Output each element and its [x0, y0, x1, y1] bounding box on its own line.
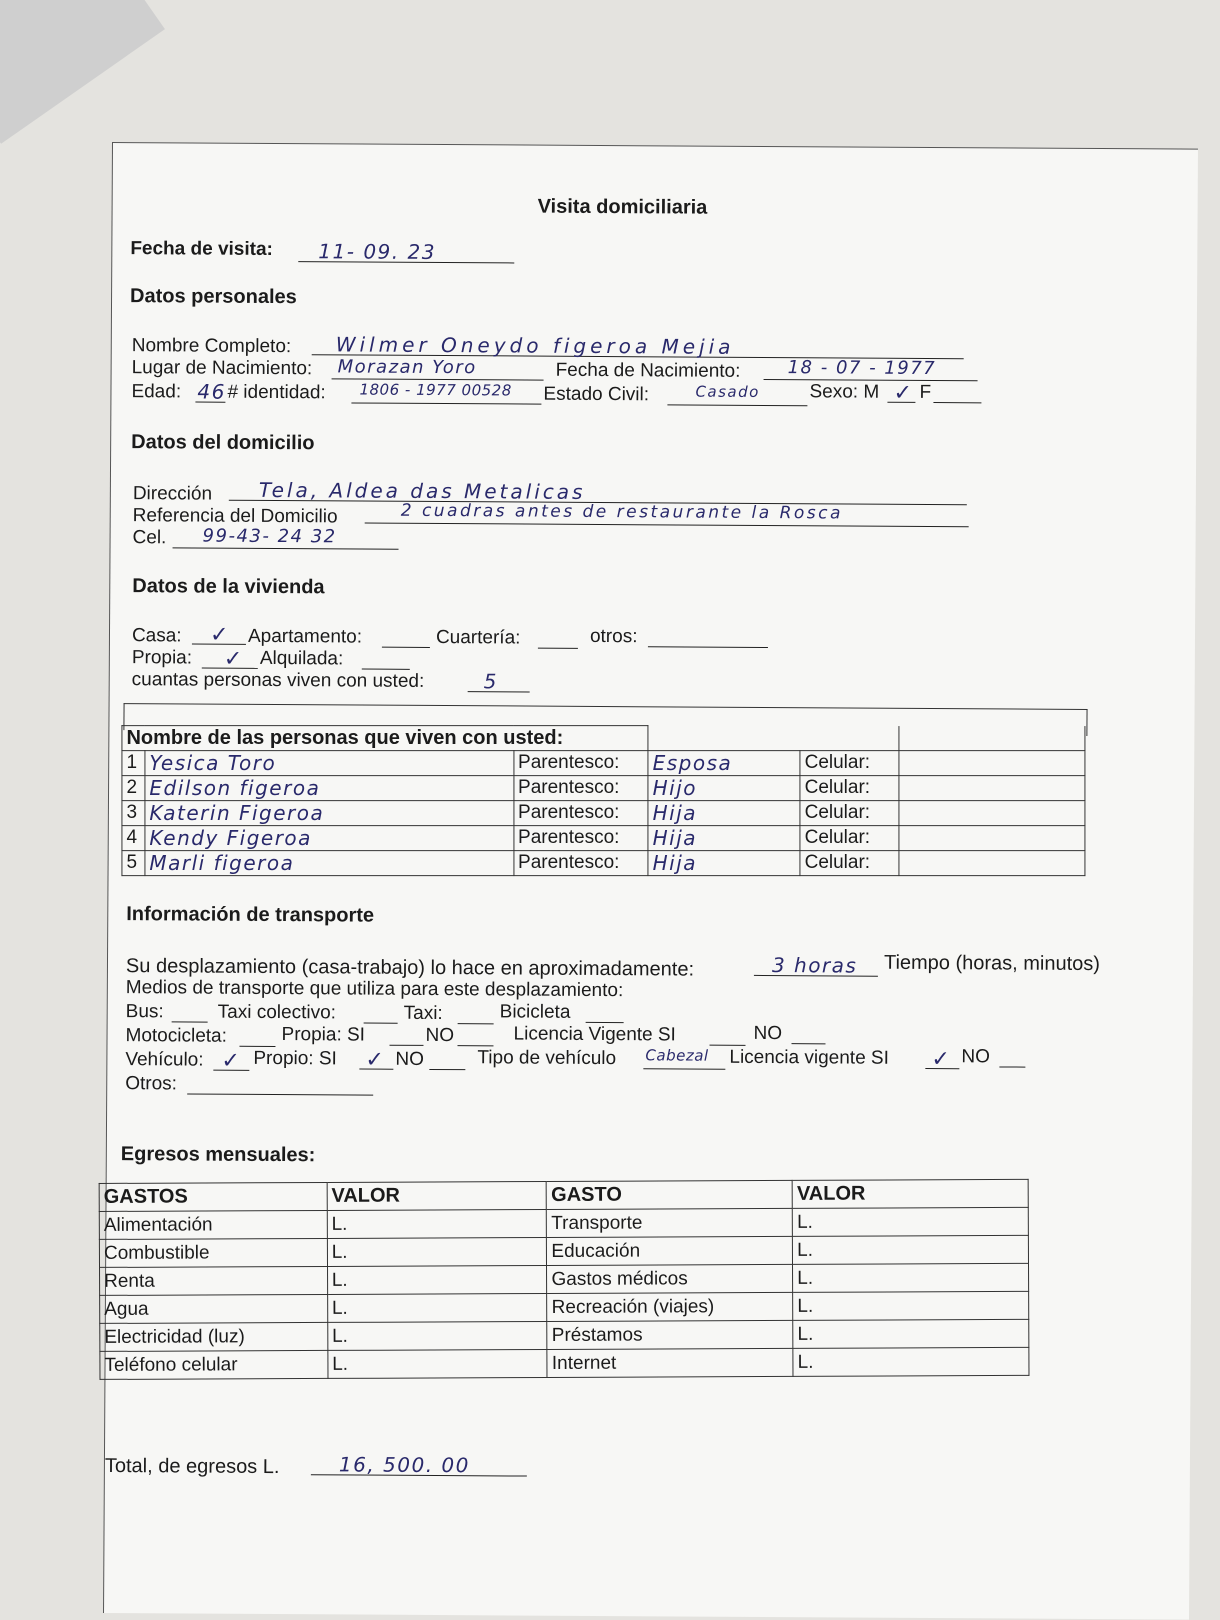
moto-propia-si-field[interactable] — [389, 1023, 423, 1046]
member-name[interactable]: Marli figeroa — [145, 851, 514, 876]
moto-propia-label: Propia: SI — [281, 1024, 366, 1046]
propia-check: ✓ — [223, 645, 243, 671]
expenses-table — [99, 1179, 1030, 1380]
family-row — [122, 751, 1085, 776]
alquilada-field[interactable] — [362, 647, 410, 670]
name-value: Wilmer Oneydo figeroa Mejia — [335, 332, 735, 359]
birthdate-label: Fecha de Nacimiento: — [555, 359, 741, 382]
means-label: Medios de transporte que utiliza para este desplazamiento: — [125, 977, 624, 1002]
family-table — [121, 725, 1085, 876]
visit-date-field[interactable] — [298, 239, 514, 263]
expense-category: Combustible — [99, 1238, 327, 1267]
cellphone-value[interactable] — [899, 826, 1085, 851]
sex-f-field[interactable] — [933, 380, 981, 403]
age-field[interactable] — [195, 380, 225, 403]
relationship-label: Parentesco: — [514, 826, 649, 851]
people-count-field[interactable] — [468, 669, 530, 692]
expense-value[interactable]: L. — [793, 1291, 1029, 1320]
civil-field[interactable] — [667, 382, 807, 406]
address-value: Tela, Aldea das Metalicas — [258, 477, 586, 504]
visit-date-value: 11- 09. 23 — [318, 239, 437, 264]
relationship-value[interactable]: Hija — [648, 801, 800, 826]
apartamento-label: Apartamento: — [247, 625, 363, 648]
people-count-value: 5 — [483, 669, 499, 694]
moto-license-no-label: NO — [753, 1022, 783, 1045]
expense-value[interactable]: L. — [328, 1349, 548, 1378]
civil-value: Casado — [695, 382, 760, 401]
otros-field[interactable] — [648, 624, 768, 648]
vehiculo-check: ✓ — [221, 1047, 240, 1073]
veh-license-no-field[interactable] — [999, 1044, 1025, 1067]
cellphone-value[interactable] — [899, 801, 1085, 826]
birthplace-value: Morazan Yoro — [337, 356, 477, 379]
expense-category: Recreación (viajes) — [547, 1292, 793, 1321]
veh-type-value: Cabezal — [645, 1046, 709, 1065]
page-title: Visita domiciliaria — [537, 195, 708, 219]
row-number: 3 — [122, 801, 145, 826]
personal-heading: Datos personales — [129, 285, 297, 309]
family-row — [122, 826, 1085, 851]
expense-category: Préstamos — [547, 1320, 793, 1349]
expense-row — [100, 1291, 1029, 1323]
sex-label: Sexo: M — [809, 381, 880, 403]
name-label: Nombre Completo: — [131, 335, 292, 358]
casa-field[interactable] — [192, 621, 246, 647]
expense-category: Teléfono celular — [100, 1350, 328, 1379]
cuarteria-label: Cuartería: — [435, 626, 521, 649]
visit-date-label: Fecha de visita: — [130, 238, 273, 260]
taxi-label: Taxi: — [403, 1002, 443, 1025]
family-row — [122, 776, 1085, 801]
cel-field[interactable] — [173, 525, 399, 549]
bicicleta-label: Bicicleta — [499, 1001, 571, 1023]
bus-label: Bus: — [125, 1001, 164, 1023]
birthplace-label: Lugar de Nacimiento: — [131, 357, 313, 380]
moto-no-field[interactable] — [457, 1023, 493, 1046]
commute-label: Su desplazamiento (casa-trabajo) lo hace en aproximadamente: — [125, 955, 695, 981]
row-number: 1 — [122, 751, 145, 776]
veh-license-check: ✓ — [931, 1046, 950, 1072]
expense-value[interactable]: L. — [793, 1347, 1029, 1376]
expense-category: Alimentación — [99, 1210, 327, 1239]
name-field[interactable] — [312, 332, 964, 359]
expense-value[interactable]: L. — [793, 1319, 1029, 1348]
propia-field[interactable] — [202, 646, 258, 669]
relationship-value[interactable]: Hijo — [648, 776, 800, 801]
taxi-field[interactable] — [458, 1001, 494, 1024]
veh-license-label: Licencia vigente SI — [729, 1046, 889, 1069]
row-number: 2 — [122, 776, 145, 801]
vehiculo-label: Vehículo: — [125, 1049, 204, 1071]
moto-license-label: Licencia Vigente SI — [513, 1023, 676, 1046]
total-label: Total, de egresos L. — [104, 1454, 280, 1479]
expense-category: Internet — [547, 1348, 793, 1377]
otros-label: otros: — [589, 625, 638, 648]
reference-value: 2 cuadras antes de restaurante la Rosca — [400, 500, 844, 524]
commute-field[interactable] — [754, 953, 878, 977]
people-count-label: cuantas personas viven con usted: — [131, 669, 425, 692]
member-name[interactable]: Kendy Figeroa — [145, 826, 514, 851]
sex-m-field[interactable] — [887, 380, 915, 403]
cellphone-label: Celular: — [800, 851, 899, 876]
veh-type-label: Tipo de vehículo — [477, 1047, 617, 1070]
veh-no-label: NO — [395, 1048, 424, 1070]
expense-header: GASTOS — [99, 1182, 327, 1211]
cuarteria-field[interactable] — [538, 626, 578, 649]
veh-license-no-label: NO — [961, 1046, 990, 1068]
transport-heading: Información de transporte — [126, 903, 375, 927]
otros-transport-label: Otros: — [125, 1073, 178, 1095]
vehiculo-field[interactable] — [213, 1048, 249, 1071]
id-value: 1806 - 1977 00528 — [359, 380, 512, 400]
expense-value[interactable]: L. — [327, 1293, 547, 1322]
total-field[interactable] — [311, 1452, 527, 1476]
cellphone-value[interactable] — [899, 776, 1085, 801]
age-value: 46 — [197, 379, 227, 404]
veh-propio-label: Propio: SI — [253, 1047, 337, 1070]
birthdate-field[interactable] — [764, 357, 978, 381]
moto-label: Motocicleta: — [125, 1025, 227, 1047]
expense-value[interactable]: L. — [327, 1237, 547, 1266]
cellphone-value[interactable] — [899, 751, 1085, 776]
cellphone-label: Celular: — [800, 751, 899, 776]
expense-category: Educación — [547, 1236, 793, 1265]
veh-propio-check: ✓ — [365, 1046, 384, 1072]
expense-row — [99, 1207, 1028, 1239]
total-value: 16, 500. 00 — [338, 1452, 471, 1478]
veh-no-field[interactable] — [429, 1047, 465, 1070]
cel-label: Cel. — [132, 527, 167, 549]
expense-category: Electricidad (luz) — [100, 1322, 328, 1351]
id-label: # identidad: — [227, 381, 326, 404]
expense-category: Gastos médicos — [547, 1264, 793, 1293]
family-table-header: Nombre de las personas que viven con usted: — [122, 726, 648, 751]
expense-row — [100, 1347, 1029, 1379]
cel-value: 99-43- 24 32 — [202, 525, 337, 548]
expense-category: Transporte — [547, 1208, 793, 1237]
moto-field[interactable] — [239, 1024, 275, 1047]
birthplace-field[interactable] — [332, 356, 544, 380]
relationship-value[interactable]: Hija — [648, 826, 800, 851]
expense-row — [100, 1263, 1029, 1295]
member-name[interactable]: Yesica Toro — [145, 751, 514, 776]
otros-transport-field[interactable] — [187, 1071, 373, 1095]
form-sheet — [103, 142, 1198, 1620]
expense-header: GASTO — [547, 1180, 793, 1209]
commute-suffix: Tiempo (horas, minutos) — [883, 951, 1101, 976]
family-header-row — [122, 726, 1085, 751]
moto-no-label: NO — [425, 1024, 455, 1047]
cellphone-label: Celular: — [800, 826, 899, 851]
bus-field[interactable] — [172, 999, 208, 1022]
relationship-label: Parentesco: — [514, 751, 649, 776]
expense-value[interactable]: L. — [327, 1321, 547, 1350]
relationship-value[interactable]: Esposa — [648, 751, 800, 776]
row-number: 4 — [122, 826, 145, 851]
cellphone-label: Celular: — [800, 801, 899, 826]
family-row — [122, 801, 1085, 826]
casa-check: ✓ — [209, 621, 229, 647]
veh-type-field[interactable] — [643, 1046, 725, 1070]
dwelling-heading: Datos de la vivienda — [132, 575, 325, 599]
address-label: Dirección — [132, 483, 213, 505]
veh-license-si-field[interactable] — [925, 1046, 959, 1072]
relationship-value[interactable]: Hija — [648, 851, 800, 876]
relationship-label: Parentesco: — [514, 776, 649, 801]
age-label: Edad: — [131, 381, 182, 403]
sex-f-label: F — [919, 381, 932, 404]
bicicleta-field[interactable] — [586, 1000, 624, 1023]
moto-license-si-field[interactable] — [709, 1023, 745, 1046]
expenses-heading: Egresos mensuales: — [120, 1143, 316, 1167]
propia-label: Propia: — [131, 647, 193, 669]
expense-category: Agua — [100, 1294, 328, 1323]
birthdate-value: 18 - 07 - 1977 — [787, 357, 937, 380]
reference-label: Referencia del Domicilio — [132, 505, 338, 528]
expense-header: VALOR — [327, 1181, 547, 1210]
id-field[interactable] — [351, 380, 541, 404]
home-heading: Datos del domicilio — [131, 431, 315, 455]
member-name[interactable]: Katerin Figeroa — [145, 801, 514, 826]
expense-row — [100, 1319, 1029, 1351]
expense-row — [99, 1235, 1028, 1267]
cellphone-value[interactable] — [899, 851, 1085, 876]
sex-m-check: ✓ — [893, 379, 912, 405]
taxi-colectivo-field[interactable] — [364, 1001, 398, 1024]
casa-label: Casa: — [131, 625, 182, 647]
expense-category: Renta — [100, 1266, 328, 1295]
row-number: 5 — [122, 851, 145, 876]
alquilada-label: Alquilada: — [259, 647, 344, 670]
member-name[interactable]: Edilson figeroa — [145, 776, 514, 801]
apartamento-field[interactable] — [382, 625, 430, 648]
commute-value: 3 horas — [771, 953, 858, 978]
paper-corner — [0, 0, 165, 144]
civil-label: Estado Civil: — [543, 383, 650, 406]
taxi-colectivo-label: Taxi colectivo: — [217, 1001, 337, 1024]
veh-propio-si-field[interactable] — [359, 1047, 393, 1070]
expense-value[interactable]: L. — [327, 1209, 547, 1238]
expense-header: VALOR — [792, 1179, 1028, 1208]
expense-value[interactable]: L. — [793, 1235, 1029, 1264]
reference-field[interactable] — [365, 501, 969, 528]
expense-value[interactable]: L. — [793, 1263, 1029, 1292]
relationship-label: Parentesco: — [514, 801, 649, 826]
moto-license-no-field[interactable] — [792, 1021, 826, 1044]
expense-value[interactable]: L. — [792, 1207, 1028, 1236]
relationship-label: Parentesco: — [514, 851, 649, 876]
cellphone-label: Celular: — [800, 776, 899, 801]
expense-value[interactable]: L. — [327, 1265, 547, 1294]
family-row — [122, 851, 1085, 876]
expenses-header-row — [99, 1179, 1028, 1211]
